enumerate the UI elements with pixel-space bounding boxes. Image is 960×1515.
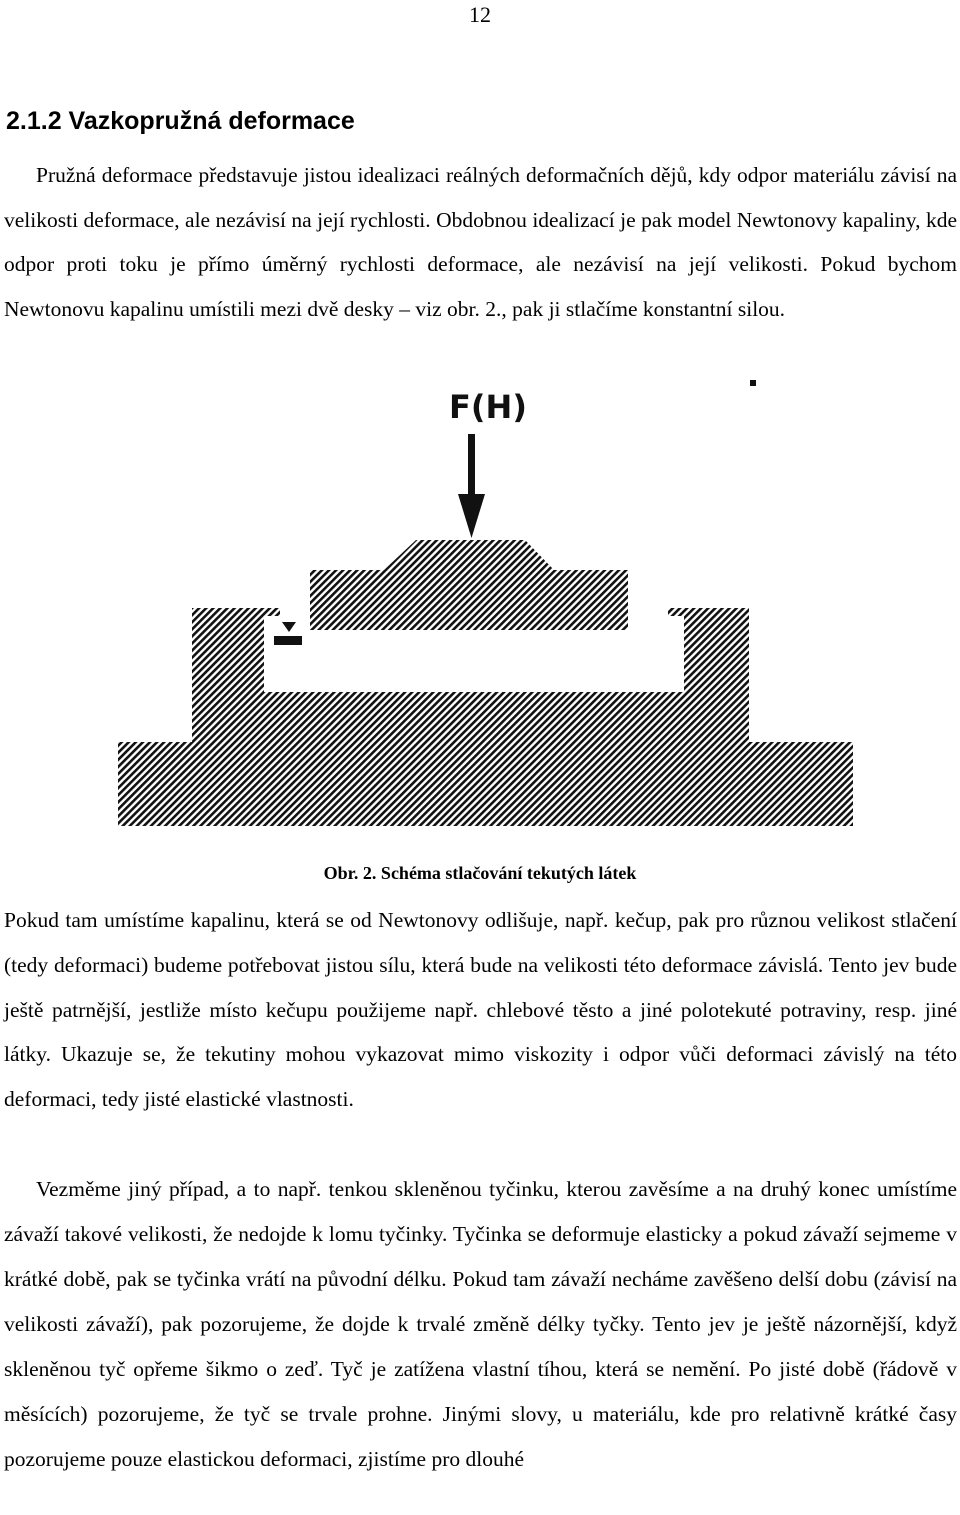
paragraph-glass-rod [4,1167,957,1482]
paragraph-text: Vezměme jiný případ, a to např. tenkou skleněnou tyčinku, kterou zavěsíme a na druhý konec umístíme závaží takové velikosti, že nedojde k lomu tyčinky. Tyčinka se deformuje elasticky a pokud závaží sejmeme v krátké době, pak se tyčinka vrátí na původní délku. Pokud tam závaží necháme zavěšeno delší dobu (závisí na velikosti závaží), pak pozorujeme, že dojde k trvalé změně délky tyčky. Tento jev je ještě názornější, když skleněnou tyč opřeme šikmo o zeď. Tyč je zatížena vlastní tíhou, která se nemění. Po jisté době (řádově v měsících) pozorujeme, že tyč se trvale prohne. Jinými slovy, u materiálu, kde pro relativně krátké časy pozorujeme pouze elastickou deformaci, zjistíme pro dlouhé [4,1177,957,1471]
force-label: F(H) [449,388,527,426]
page-number: 12 [469,2,491,27]
base-plate [118,608,853,826]
paragraph-intro [4,153,957,331]
level-indicator-tip [282,622,296,632]
paragraph-ketchup: Pokud tam umístíme kapalinu, která se od Newtonovy odlišuje, např. kečup, pak pro různou velikost stlačení (tedy deformaci) budeme potřebovat jistou sílu, která bude na velikosti této deformace závislá. Tento jev bude ještě patrnější, jestliže místo kečupu použijeme např. chlebové těsto a jiné polotekuté potraviny, resp. jiné látky. Ukazuje se, že tekutiny mohou vykazovat mimo viskozity i odpor vůči deformaci závislý na této deformaci, tedy jisté elastické vlastnosti. [4,908,957,1112]
schema-diagram [88,378,872,834]
force-arrow-head [458,494,485,538]
figure-caption: Obr. 2. Schéma stlačování tekutých látek [323,863,637,883]
level-indicator [274,636,302,645]
section-heading: 2.1.2 Vazkopružná deformace [6,107,355,135]
paragraph-text: Pružná deformace představuje jistou idealizaci reálných deformačních dějů, kdy odpor materiálu závisí na velikosti deformace, ale nezávisí na její rychlosti. Obdobnou idealizací je pak model Newtonovy kapaliny, kde odpor proti toku je přímo úměrný rychlosti deformace, ale nezávisí na její velikosti. Pokud bychom Newtonovu kapalinu umístili mezi dvě desky – viz obr. 2., pak ji stlačíme konstantní silou. [4,163,957,321]
corner-mark [750,380,756,386]
figure-compression-schema [88,378,872,834]
upper-plate [310,540,628,630]
